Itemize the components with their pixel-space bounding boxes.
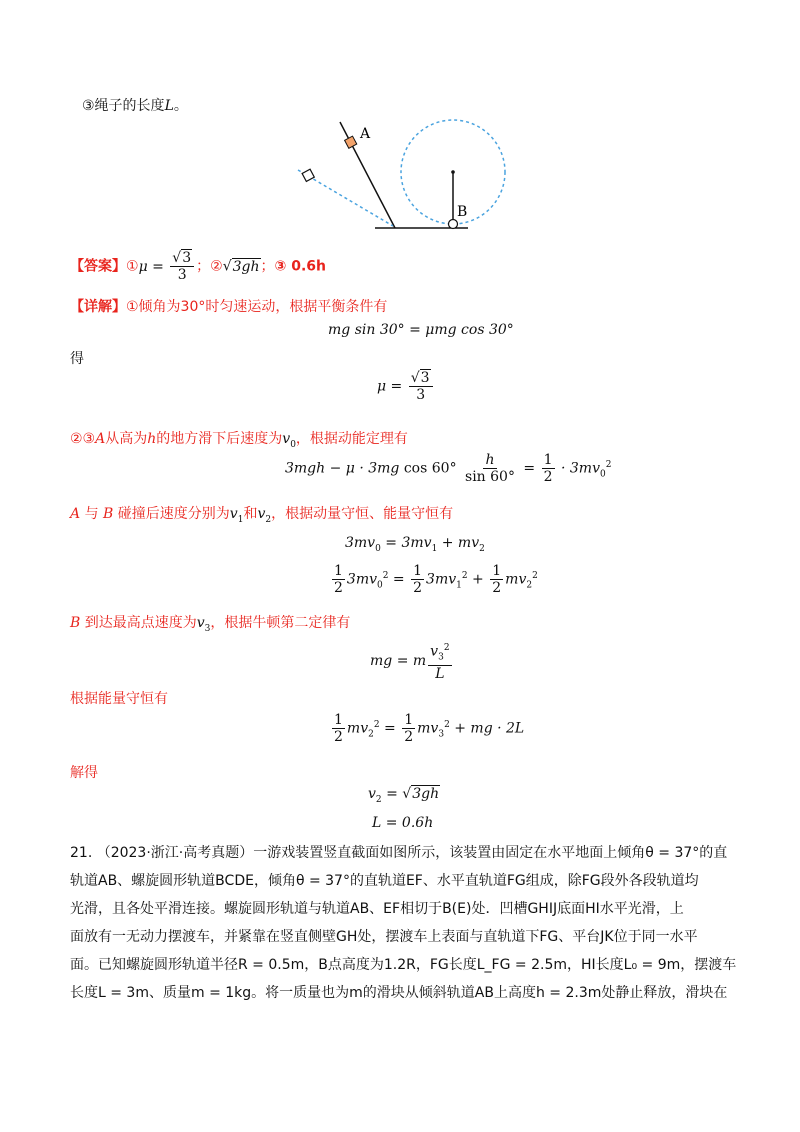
detail-line2-prefix: ②③: [70, 431, 96, 447]
result-v2: $v_2 = √3gh$: [368, 786, 440, 805]
question-item-3-var: L: [164, 98, 174, 114]
equation-mu: μ = $\frac{√3}{3}$: [377, 370, 435, 403]
q21-line-1: 21. （2023·浙江·高考真题）一游戏装置竖直截面如图所示，该装置由固定在水平地面上倾角θ = 37°的直: [70, 845, 728, 861]
detail-line2-mid: 从高为: [105, 431, 148, 447]
detail-line4-end: ，根据牛顿第二定律有: [210, 615, 351, 631]
result-l: L = 0.6h: [372, 815, 434, 831]
physics-figure: [290, 110, 530, 240]
answer-part1-prefix: ①: [126, 258, 139, 275]
detail-line-2: ②③A从高为h的地方滑下后速度为$v_0$，根据动能定理有: [70, 431, 408, 450]
equation-4: $\frac{1}{2}$ $3mv_0^2$ = $\frac{1}{2}$ $3mv_1^2$ + $\frac{1}{2}$ $mv_2^2$: [334, 563, 538, 596]
q21-line-5: 面。已知螺旋圆形轨道半径R = 0.5m，B点高度为1.2R，FG长度L_FG = 2.5m，HI长度L₀ = 9m，摆渡车: [70, 957, 737, 973]
pivot-point: [451, 170, 455, 174]
q21-line-2: 轨道AB、螺旋圆形轨道BCDE，倾角θ = 37°的直轨道EF、水平直轨道FG组成，除FG段外各段轨道均: [70, 873, 699, 889]
answer-part3: ③ 0.6h: [274, 258, 327, 275]
detail-line3-mid2: 碰撞后速度分别为: [117, 506, 230, 522]
block-a: [345, 136, 357, 148]
detail-line2-end: ，根据动能定理有: [295, 431, 408, 447]
question-item-3: [82, 95, 188, 115]
q21-line-3: 光滑，且各处平滑连接。螺旋圆形轨道与轨道AB、EF相切于B(E)处．凹槽GHIJ底面HI水平光滑，上: [70, 901, 684, 917]
equation-5: mg = m $\frac{v_3^2}{L}$: [370, 640, 454, 682]
label-b: B: [457, 204, 468, 220]
detail-line3-and: 和: [243, 506, 258, 522]
detail-line-4: B 到达最高点速度为$v_3$，根据牛顿第二定律有: [70, 615, 351, 634]
equation-1: mg sin 30° = μmg cos 30°: [328, 322, 514, 338]
question-21: [70, 839, 740, 1007]
detail-line-1: [70, 296, 387, 316]
answer-sep-2: ；: [260, 258, 275, 275]
detail-tag: 【详解】: [70, 299, 126, 315]
detail-text-1: ①倾角为30°时匀速运动，根据平衡条件有: [126, 299, 388, 315]
equation-6: $\frac{1}{2}$ $mv_2^2$ = $\frac{1}{2}$ $mv_3^2$ + mg · 2L: [334, 712, 525, 745]
equation-2: 3mgh − μ · 3mg cos 60° $\frac{h}{\sin 60^\circ}$ = $\frac{1}{2}$ · $3mv_0^2$: [285, 452, 612, 485]
q21-line-4: 面放有一无动力摆渡车，并紧靠在竖直侧壁GH处，摆渡车上表面与直轨道下FG、平台JK位于同一水平: [70, 929, 698, 945]
question-item-3-text: ③绳子的长度: [82, 98, 165, 114]
detail-line3-end: ，根据动量守恒、能量守恒有: [271, 506, 454, 522]
detail-line-5: 根据能量守恒有: [70, 691, 168, 707]
answer-part2-prefix: ②: [210, 258, 223, 275]
answer-tag: 【答案】: [70, 258, 126, 275]
detail-line2-mid2: 的地方滑下后速度为: [156, 431, 283, 447]
answer-line: 【答案】①μ = $\frac{√3}{3}$ ；②√3gh；③ 0.6h: [70, 250, 327, 283]
detail-line-6: 解得: [70, 765, 98, 781]
de-text: 得: [70, 351, 84, 367]
detail-line-3: A 与 B 碰撞后速度分别为$v_1$和$v_2$，根据动量守恒、能量守恒有: [70, 506, 454, 525]
question-item-3-end: 。: [173, 98, 188, 114]
ball-b: [449, 220, 458, 229]
q21-line-6: 长度L = 3m、质量m = 1kg。将一质量也为m的滑块从倾斜轨道AB上高度h = 2.3m处静止释放，滑块在: [70, 985, 728, 1001]
detail-line4-mid: 到达最高点速度为: [84, 615, 197, 631]
label-a: A: [360, 126, 371, 142]
swing-block: [302, 169, 314, 181]
answer-sep-1: ；: [196, 258, 211, 275]
equation-3: $3mv_0 = 3mv_1 + mv_2$: [345, 535, 485, 554]
detail-line3-mid: 与: [84, 506, 99, 522]
